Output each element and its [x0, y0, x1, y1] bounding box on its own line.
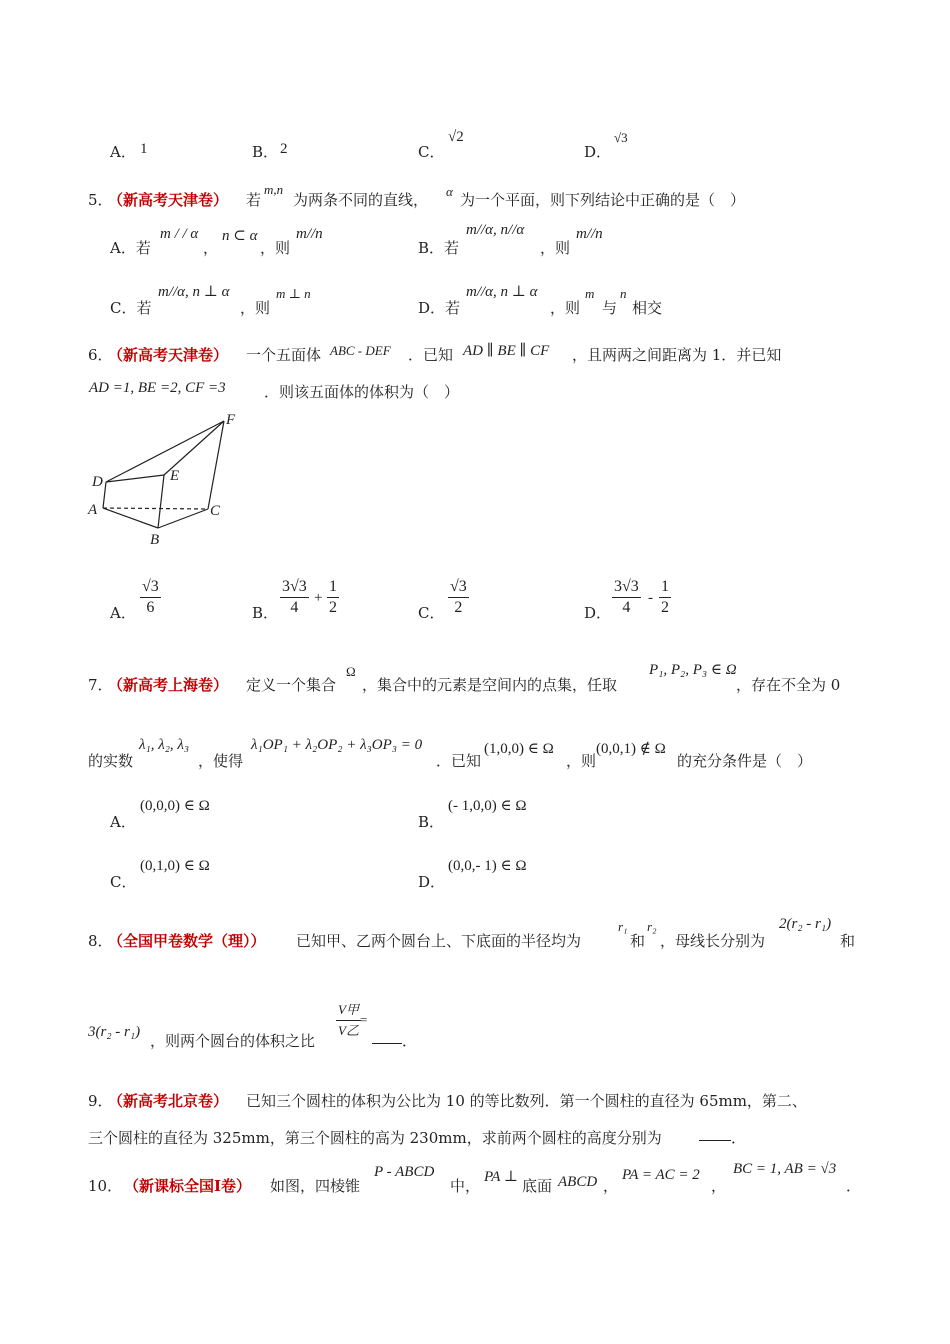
q7-text-8: 的充分条件是（ ） — [677, 752, 813, 770]
edge-FC — [208, 421, 224, 509]
q6-text-4: ．则该五面体的体积为（ ） — [264, 383, 460, 401]
q8-text-3: ，则两个圆台的体积之比 — [150, 1032, 316, 1050]
q6-option-c-fraction: $\frac{√3}{2}$ — [450, 578, 467, 616]
q6-solid: ABC - DEF — [330, 343, 391, 358]
q10-text-3: 底面 — [522, 1177, 553, 1195]
q7-number: 7． — [88, 676, 113, 694]
label-F: F — [226, 412, 236, 428]
q10-number: 10． — [88, 1177, 123, 1195]
q5-stem-post: 为一个平面，则下列结论中正确的是（ ） — [460, 191, 746, 209]
q5-alpha: α — [446, 184, 453, 199]
q7-option-a-value: (0,0,0) ∈ Ω — [140, 798, 210, 814]
q6-option-b-label: B． — [252, 604, 279, 622]
q6-option-d-fraction-2: $\frac{1}{2}$ — [661, 578, 669, 616]
q4-option-d-value: √3 — [614, 130, 628, 145]
q6-option-a-label: A． — [110, 604, 136, 622]
q5-source: （新高考天津卷） — [108, 191, 229, 209]
q5-d-tail: 相交 — [632, 299, 663, 317]
q8-he: 和 — [630, 932, 646, 950]
q5-a-conclusion: m//n — [296, 226, 323, 242]
q8-equals: = — [360, 1012, 368, 1027]
q8-text-1: 已知甲、乙两个圆台上、下底面的半径均为 — [296, 932, 582, 950]
q5-d-m: m — [585, 286, 595, 301]
q10-text-2: 中， — [450, 1177, 481, 1195]
q5-c-conclusion: m ⊥ n — [276, 286, 311, 301]
q5-b-label: B．若 — [418, 239, 460, 257]
q4-option-c-value: √2 — [448, 129, 464, 145]
q5-c-cond: m//α, n ⊥ α — [158, 284, 230, 300]
q5-b-cond: m//α, n//α — [466, 222, 525, 238]
edge-DA — [103, 482, 106, 508]
q6-lengths: AD =1, BE =2, CF =3 — [89, 380, 226, 396]
q5-d-label: D．若 — [418, 299, 461, 317]
q5-a-then: ，则 — [260, 239, 291, 257]
q7-source: （新高考上海卷） — [108, 676, 229, 694]
q10-text-1: 如图，四棱锥 — [270, 1177, 361, 1195]
q6-option-b-fraction-1: $\frac{3√3}{4}$ — [282, 578, 307, 616]
q6-number: 6． — [88, 346, 113, 364]
q5-d-yu: 与 — [602, 299, 618, 317]
q7-option-c-value: (0,1,0) ∈ Ω — [140, 858, 210, 874]
q9-answer-blank[interactable] — [699, 1127, 731, 1145]
q8-number: 8． — [88, 932, 113, 950]
pentahedron-figure — [86, 410, 256, 550]
q7-option-b-label: B． — [418, 813, 445, 831]
q8-r1: r₁ — [618, 919, 628, 934]
q6-option-d-op: - — [648, 590, 653, 606]
q5-d-n: n — [620, 286, 627, 301]
q10-solid: P - ABCD — [374, 1164, 435, 1180]
q7-equation: λ₁OP₁ + λ₂OP₂ + λ₃OP₃ = 0 — [251, 737, 423, 753]
q6-option-b-fraction-2: $\frac{1}{2}$ — [329, 578, 337, 616]
q8-length-2: 3(r₂ - r₁) — [88, 1024, 141, 1040]
q6-parallel: AD ∥ BE ∥ CF — [463, 343, 550, 359]
q5-a-label: A．若 — [110, 239, 151, 257]
q7-text-7: ，则 — [566, 752, 597, 770]
q5-d-cond: m//α, n ⊥ α — [466, 284, 538, 300]
edge-AB — [103, 508, 158, 528]
q7-option-d-label: D． — [418, 873, 446, 891]
q4-option-b-value: 2 — [280, 141, 288, 157]
q5-stem-mid: 为两条不同的直线， — [293, 191, 429, 209]
label-D: D — [92, 474, 103, 490]
q4-option-d-label: D． — [584, 143, 612, 161]
q9-number: 9． — [88, 1092, 113, 1110]
q7-lambdas: λ₁, λ₂, λ₃ — [139, 737, 190, 753]
q6-option-b-op: + — [314, 590, 323, 606]
edge-DF — [106, 421, 224, 482]
q7-text-3: ，存在不全为 0 — [736, 676, 841, 694]
q10-eq-1: PA = AC = 2 — [622, 1167, 700, 1183]
q5-c-then: ，则 — [240, 299, 271, 317]
q7-omega: Ω — [346, 664, 356, 679]
q10-source: （新课标全国Ⅰ卷） — [124, 1177, 252, 1195]
q6-text-2: ．已知 — [408, 346, 454, 364]
q6-source: （新高考天津卷） — [108, 346, 229, 364]
q5-stem-pre: 若 — [246, 191, 262, 209]
q5-c-label: C．若 — [110, 299, 152, 317]
q7-text-1: 定义一个集合 — [246, 676, 337, 694]
q7-option-c-label: C． — [110, 873, 137, 891]
q7-option-d-value: (0,0,- 1) ∈ Ω — [448, 858, 527, 874]
q8-source: （全国甲卷数学（理）） — [108, 932, 266, 950]
q7-text-5: ，使得 — [198, 752, 244, 770]
q5-number: 5． — [88, 191, 113, 209]
q10-eq-2: BC = 1, AB = √3 — [733, 1161, 837, 1177]
q9-source: （新高考北京卷） — [108, 1092, 229, 1110]
label-B: B — [150, 532, 160, 548]
q7-text-6: ．已知 — [436, 752, 482, 770]
edge-AC-hidden — [103, 508, 208, 509]
edge-BC — [158, 509, 208, 528]
q6-option-d-fraction-1: $\frac{3√3}{4}$ — [614, 578, 639, 616]
edge-DE — [106, 475, 164, 482]
q6-text-1: 一个五面体 — [246, 346, 322, 364]
q8-volume-ratio: V甲 V乙 — [338, 1002, 359, 1038]
q9-period: ． — [731, 1129, 747, 1147]
q8-period: ． — [402, 1032, 418, 1050]
q10-text-5: ， — [711, 1177, 727, 1195]
q10-text-6: ． — [846, 1177, 862, 1195]
label-C: C — [210, 503, 221, 519]
q8-length-1: 2(r₂ - r₁) — [779, 916, 832, 932]
q7-text-2: ，集合中的元素是空间内的点集，任取 — [362, 676, 618, 694]
q8-r2: r₂ — [647, 919, 657, 934]
q4-option-a-value: 1 — [140, 141, 148, 157]
q7-known: (1,0,0) ∈ Ω — [484, 741, 554, 757]
q5-b-conclusion: m//n — [576, 226, 603, 242]
q8-text-2: ，母线长分别为 — [660, 932, 766, 950]
q4-option-c-label: C． — [418, 143, 445, 161]
q7-points: P₁, P₂, P₃ ∈ Ω — [649, 662, 737, 678]
q5-a-cond1: m / / α — [160, 226, 199, 242]
q9-line-2: 三个圆柱的直径为 325mm，第三个圆柱的高为 230mm，求前两个圆柱的高度分别为 — [88, 1129, 662, 1147]
q4-option-a-label: A． — [110, 143, 136, 161]
q8-answer-blank[interactable] — [372, 1030, 402, 1048]
q10-perp: PA ⊥ — [484, 1169, 518, 1185]
q7-option-a-label: A． — [110, 813, 136, 831]
q7-target: (0,0,1) ∉ Ω — [596, 741, 666, 757]
label-A: A — [88, 502, 98, 518]
q7-option-b-value: (- 1,0,0) ∈ Ω — [448, 798, 527, 814]
label-E: E — [170, 468, 180, 484]
q5-d-then: ，则 — [550, 299, 581, 317]
q6-text-3: ，且两两之间距离为 1．并已知 — [572, 346, 782, 364]
q6-option-d-label: D． — [584, 604, 612, 622]
q9-line-1: 已知三个圆柱的体积为公比为 10 的等比数列．第一个圆柱的直径为 65mm，第二、 — [246, 1092, 807, 1110]
q7-text-4: 的实数 — [88, 752, 134, 770]
q8-he-2: 和 — [840, 932, 856, 950]
q4-option-b-label: B． — [252, 143, 279, 161]
q5-a-cond2: n ⊂ α — [222, 228, 258, 244]
q10-base: ABCD — [558, 1174, 598, 1190]
edge-EB — [158, 475, 164, 528]
q6-option-c-label: C． — [418, 604, 445, 622]
q5-b-then: ，则 — [540, 239, 571, 257]
q6-option-a-fraction: $\frac{√3}{6}$ — [142, 578, 159, 616]
q5-mn: m,n — [264, 182, 284, 197]
q10-text-4: ， — [603, 1177, 619, 1195]
